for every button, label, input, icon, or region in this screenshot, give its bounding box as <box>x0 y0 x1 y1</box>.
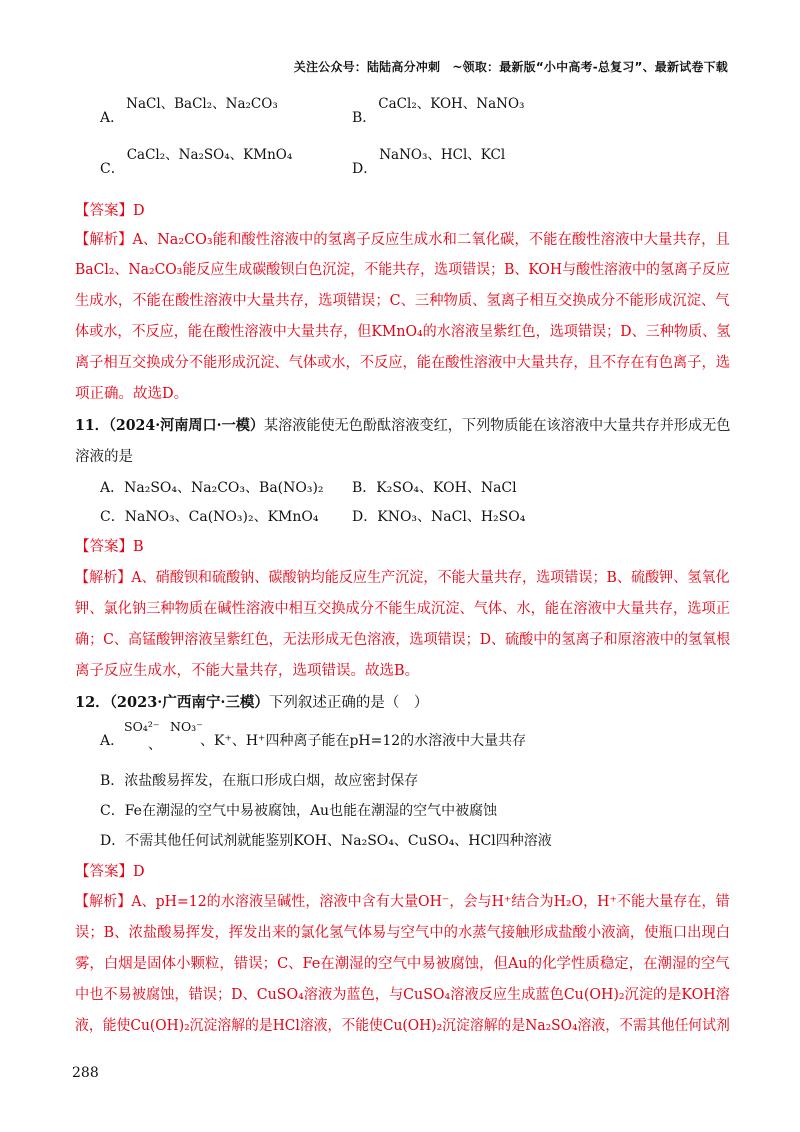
q10-analysis-line: 【解析】A、Na₂CO₃能和酸性溶液中的氢离子反应生成水和二氧化碳，不能在酸性溶液中大量共存，且 <box>75 232 730 248</box>
option-text: 、K⁺、H⁺四种离子能在pH=12的水溶液中大量共存 <box>200 733 527 749</box>
option-letter: D． <box>100 833 126 849</box>
q12-stem <box>75 692 730 714</box>
option-text: CaCl₂、KOH、NaNO₃ <box>378 96 525 112</box>
q10-option-a <box>100 96 278 126</box>
page-number: 288 <box>72 1065 99 1081</box>
question-number: 12． <box>75 694 110 711</box>
question-source: （2023·广西南宁·三模） <box>109 694 269 711</box>
q11-option-a <box>100 478 324 498</box>
option-letter: D． <box>352 509 378 525</box>
option-text: 不需其他任何试剂就能鉴别KOH、Na₂SO₄、CuSO₄、HCl四种溶液 <box>125 833 552 849</box>
option-text: K₂SO₄、KOH、NaCl <box>376 480 517 496</box>
q10-analysis-line: BaCl₂、Na₂CO₃能反应生成碳酸钡白色沉淀，不能共存，选项错误；B、KOH与酸性溶液中的氢离子反应 <box>75 262 730 278</box>
page-header: 关注公众号：陆陆高分冲刺 ~领取：最新版“小中高考-总复习”、最新试卷下载 <box>293 60 728 74</box>
option-text: 浓盐酸易挥发，在瓶口形成白烟，故应密封保存 <box>124 773 419 789</box>
q11-analysis-line: 离子反应生成水，不能大量共存，选项错误。故选B。 <box>75 663 420 679</box>
option-letter: C． <box>100 803 125 819</box>
q11-option-d <box>352 507 525 527</box>
question-source: （2024·河南周口·一模） <box>108 417 264 434</box>
option-letter: A． <box>100 733 125 749</box>
q11-analysis-line: 确；C、高锰酸钾溶液呈紫红色，无法形成无色溶液，选项错误；D、硫酸中的氢离子和原溶液中的氢氧根 <box>75 632 731 648</box>
option-text: NaCl、BaCl₂、Na₂CO₃ <box>126 96 278 112</box>
q10-analysis-line: 体或水，不反应，能在酸性溶液中大量共存，但KMnO₄的水溶液呈紫红色，选项错误；D、三种物质、氢 <box>75 324 731 340</box>
separator: 、 <box>148 737 162 753</box>
q10-option-b <box>352 96 525 126</box>
option-letter: B． <box>100 773 125 789</box>
q11-stem-continued: 溶液的是 <box>75 449 133 465</box>
q11-analysis-line: 【解析】A、硝酸钡和硫酸钠、碳酸钠均能反应生产沉淀，不能大量共存，选项错误；B、硫酸钾、氢氧化 <box>75 570 730 586</box>
option-text: CaCl₂、Na₂SO₄、KMnO₄ <box>126 147 293 163</box>
option-text: KNO₃、NaCl、H₂SO₄ <box>377 509 526 525</box>
q11-option-c <box>100 507 319 527</box>
q12-option-d <box>100 831 552 851</box>
q10-analysis-line: 生成水，不能在酸性溶液中大量共存，选项错误；C、三种物质、氢离子相互交换成分不能形成沉淀、气 <box>75 293 730 309</box>
nitrate-ion: NO₃⁻ <box>170 719 203 734</box>
q10-option-c <box>100 147 293 177</box>
q11-option-b <box>352 478 517 498</box>
q10-analysis-line: 离子相互交换成分不能形成沉淀、气体或水，不反应，能在酸性溶液中大量共存，且不存在有色离子，选 <box>75 355 730 371</box>
option-letter: C． <box>100 509 125 525</box>
option-letter: A． <box>100 110 125 126</box>
question-text: 某溶液能使无色酚酞溶液变红，下列物质能在该溶液中大量共存并形成无色 <box>263 418 731 434</box>
q12-analysis-line: 误；B、浓盐酸易挥发，挥发出来的氯化氢气体易与空气中的水蒸气接触形成盐酸小液滴，使瓶口出现白 <box>75 925 731 941</box>
option-text: Fe在潮湿的空气中易被腐蚀，Au也能在潮湿的空气中被腐蚀 <box>124 803 498 819</box>
q12-analysis-line: 中也不易被腐蚀，错误；D、CuSO₄溶液为蓝色，与CuSO₄溶液反应生成蓝色Cu(OH)₂沉淀的是KOH溶 <box>75 987 730 1003</box>
q12-option-b <box>100 771 418 791</box>
option-text: NaNO₃、HCl、KCl <box>379 147 506 163</box>
q12-analysis-line: 雾，白烟是固体小颗粒，错误；C、Fe在潮湿的空气中易被腐蚀，但Au的化学性质稳定，在潮湿的空气 <box>75 956 730 972</box>
q12-analysis-line: 【解析】A、pH=12的水溶液呈碱性，溶液中含有大量OH⁻，会与H⁺结合为H₂O，H⁺不能大量存在，错 <box>75 894 730 910</box>
q10-answer: 【答案】D <box>75 203 145 219</box>
q12-option-c <box>100 801 497 821</box>
question-number: 11． <box>75 417 109 434</box>
option-letter: B． <box>352 480 377 496</box>
q11-answer: 【答案】B <box>75 539 144 555</box>
q11-analysis-line: 钾、氯化钠三种物质在碱性溶液中相互交换成分不能生成沉淀、气体、水，能在溶液中大量共存，选项正 <box>75 601 730 617</box>
option-text: Na₂SO₄、Na₂CO₃、Ba(NO₃)₂ <box>124 480 324 496</box>
q10-analysis-line: 项正确。故选D。 <box>75 386 189 402</box>
option-letter: C． <box>100 161 125 177</box>
question-text: 下列叙述正确的是（ ） <box>268 695 429 711</box>
option-letter: A． <box>100 480 125 496</box>
option-letter: B． <box>352 110 377 126</box>
q12-answer: 【答案】D <box>75 864 145 880</box>
option-letter: D． <box>352 161 378 177</box>
q11-stem <box>75 415 731 437</box>
sulfate-ion: SO₄²⁻ <box>124 719 160 734</box>
option-text: NaNO₃、Ca(NO₃)₂、KMnO₄ <box>124 509 319 525</box>
q12-analysis-line: 液，能使Cu(OH)₂沉淀溶解的是HCl溶液，不能使Cu(OH)₂沉淀溶解的是Na₂SO₄溶液，不需其他任何试剂 <box>75 1018 730 1034</box>
q10-option-d <box>352 147 506 177</box>
